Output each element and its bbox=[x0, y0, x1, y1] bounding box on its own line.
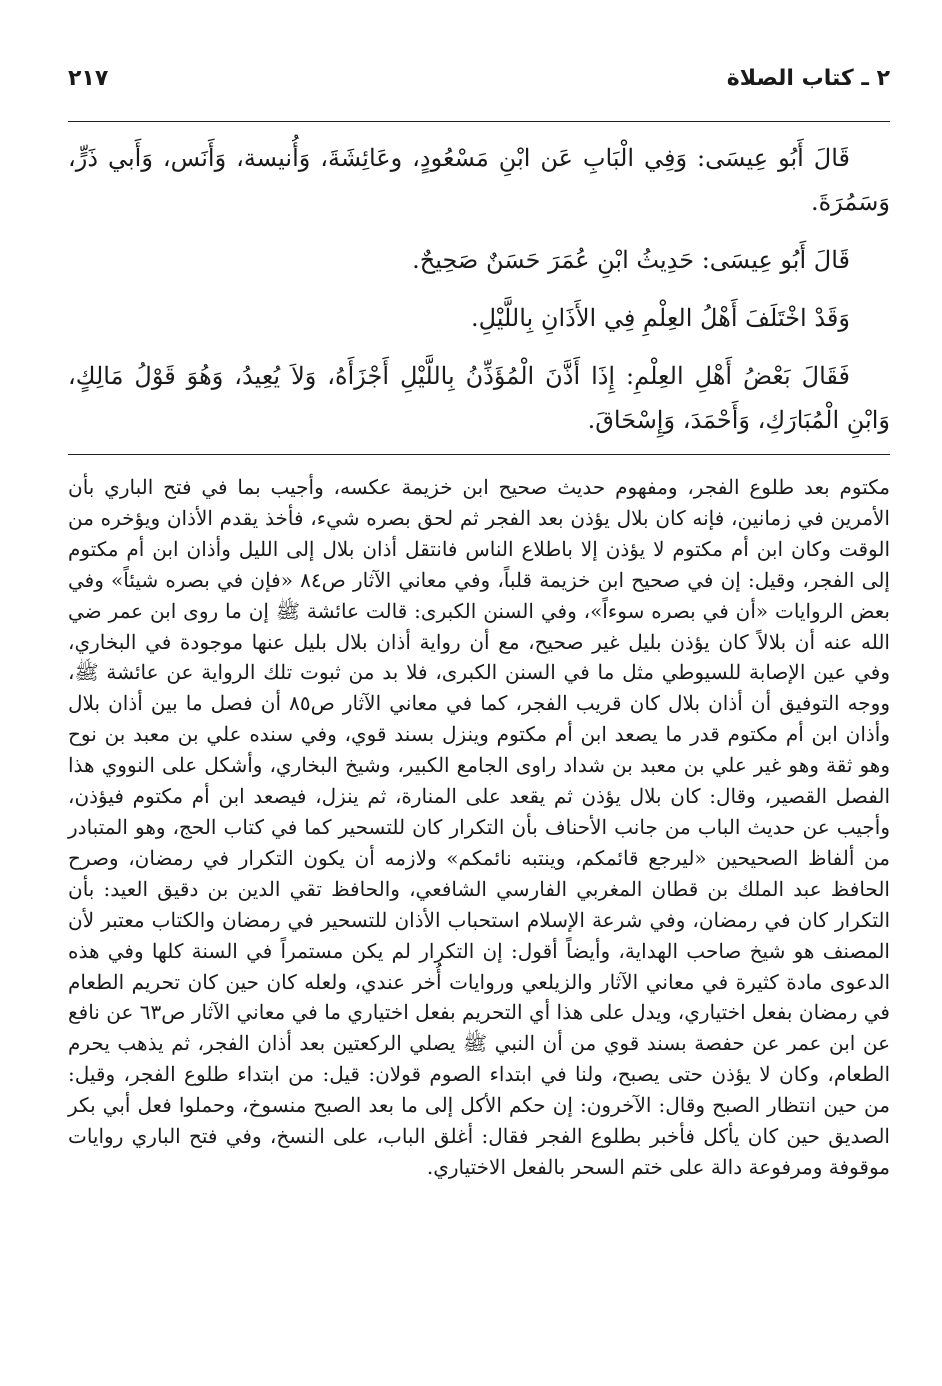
footnote-separator bbox=[68, 454, 890, 455]
main-paragraph: فَقَالَ بَعْضُ أَهْلِ العِلْمِ: إِذَا أَذَّنَ الْمُؤَذِّنُ بِاللَّيْلِ أَجْزَأَهُ، وَلاَ يُعِيدُ، وَهُوَ قَوْلُ مَالِكٍ، وَابْنِ الْمُبَارَكِ، وَأَحْمَدَ، وَإِسْحَاقَ. bbox=[68, 362, 890, 434]
book-page bbox=[68, 66, 890, 1179]
running-head bbox=[68, 66, 890, 104]
header-rule bbox=[68, 121, 890, 122]
chapter-title: ٢ ـ كتاب الصلاة bbox=[726, 66, 890, 91]
page-number: ٢١٧ bbox=[68, 66, 109, 91]
main-paragraph: وَقَدْ اخْتَلَفَ أَهْلُ العِلْمِ فِي الأَذَانِ بِاللَّيْلِ. bbox=[470, 304, 850, 332]
main-paragraph: قَالَ أَبُو عِيسَى: وَفِي الْبَابِ عَن ابْنِ مَسْعُودٍ، وعَائِشَةَ، وَأُنيسة، وَأَنَس، وَأَبي ذَرٍّ، وَسَمُرَةَ. bbox=[68, 144, 890, 216]
footnote-text: مكتوم بعد طلوع الفجر، ومفهوم حديث صحيح ابن خزيمة عكسه، وأجيب بما في فتح الباري بأن الأمرين في زمانين، فإنه كان بلال يؤذن بعد الفجر ثم لحق بصره شيء، فأخذ يقدم الأذان ويؤخره من الوقت وكان ابن أم مكتوم لا يؤذن إلا باطلاع الناس فانتقل أذان بلال إلى الليل وأذان ابن أم مكتوم إلى الفجر، وقيل: إن في صحيح ابن خزيمة قلباً، وفي معاني الآثار ص٨٤ «فإن في بصره شيئاً» وفي بعض الروايات «أن في بصره سوءاً»، وفي السنن الكبرى: قالت عائشة ﷺ إن ما روى ابن عمر ضي الله عنه أن بلالاً كان يؤذن بليل غير صحيح، مع أن رواية أذان بلال بليل عنها موجودة في البخاري، وفي عين الإصابة للسيوطي مثل ما في السنن الكبرى، فلا بد من ثبوت تلك الرواية عن عائشة ﷺ، ووجه التوفيق أن أذان بلال كان قريب الفجر، كما في معاني الآثار ص٨٥ أن فصل ما بين أذان بلال وأذان ابن أم مكتوم قدر ما يصعد ابن أم مكتوم وينزل بسند قوي، وفي سنده علي بن معبد بن نوح وهو ثقة وهو غير علي بن معبد بن شداد راوى الجامع الكبير، وشيخ البخاري، وأشكل على النووي هذا الفصل القصير، وقال: كان بلال يؤذن ثم يقعد على المنارة، ثم ينزل، فيصعد ابن أم مكتوم فيؤذن، وأجيب عن حديث الباب من جانب الأحناف بأن التكرار كان للتسحير كما في كتاب الحج، وهو المتبادر من ألفاظ الصحيحين «ليرجع قائمكم، وينتبه نائمكم» ولازمه أن يكون التكرار في رمضان، وصرح الحافظ عبد الملك بن قطان المغربي الفارسي الشافعي، والحافظ تقي الدين بن دقيق العيد: بأن التكرار كان في رمضان، وفي شرعة الإسلام استحباب الأذان للتسحير في رمضان والكتاب معتبر لأن المصنف هو شيخ صاحب الهداية، وأيضاً أقول: إن التكرار لم يكن مستمراً في السنة كلها وفي هذه الدعوى مادة كثيرة في معاني الآثار والزيلعي وروايات أُخر عندي، ولعله كان حين كان تحريم الطعام في رمضان بفعل اختياري، ويدل على هذا أي التحريم بفعل اختياري ما في معاني الآثار ص٦٣ عن نافع عن ابن عمر عن حفصة بسند قوي من أن النبي ﷺ يصلي الركعتين بعد أذان الفجر، ثم يذهب يحرم الطعام، وكان لا يؤذن حتى يصبح، ولنا في ابتداء الصوم قولان: قيل: من ابتداء طلوع الفجر، وقيل: من حين انتظار الصبح وقال: الآخرون: إن حكم الأكل إلى ما بعد الصبح منسوخ، وحملوا فعل أبي بكر الصديق حين كان يأكل فأخبر بطلوع الفجر فقال: أغلق الباب، على النسخ، وفي فتح الباري روايات موقوفة ومرفوعة دالة على ختم السحر بالفعل الاختياري. bbox=[68, 475, 890, 1179]
footnote-block bbox=[68, 472, 890, 1183]
main-paragraph: قَالَ أَبُو عِيسَى: حَدِيثُ ابْنِ عُمَرَ حَسَنٌ صَحِيحٌ. bbox=[412, 246, 850, 274]
main-text bbox=[68, 136, 890, 456]
